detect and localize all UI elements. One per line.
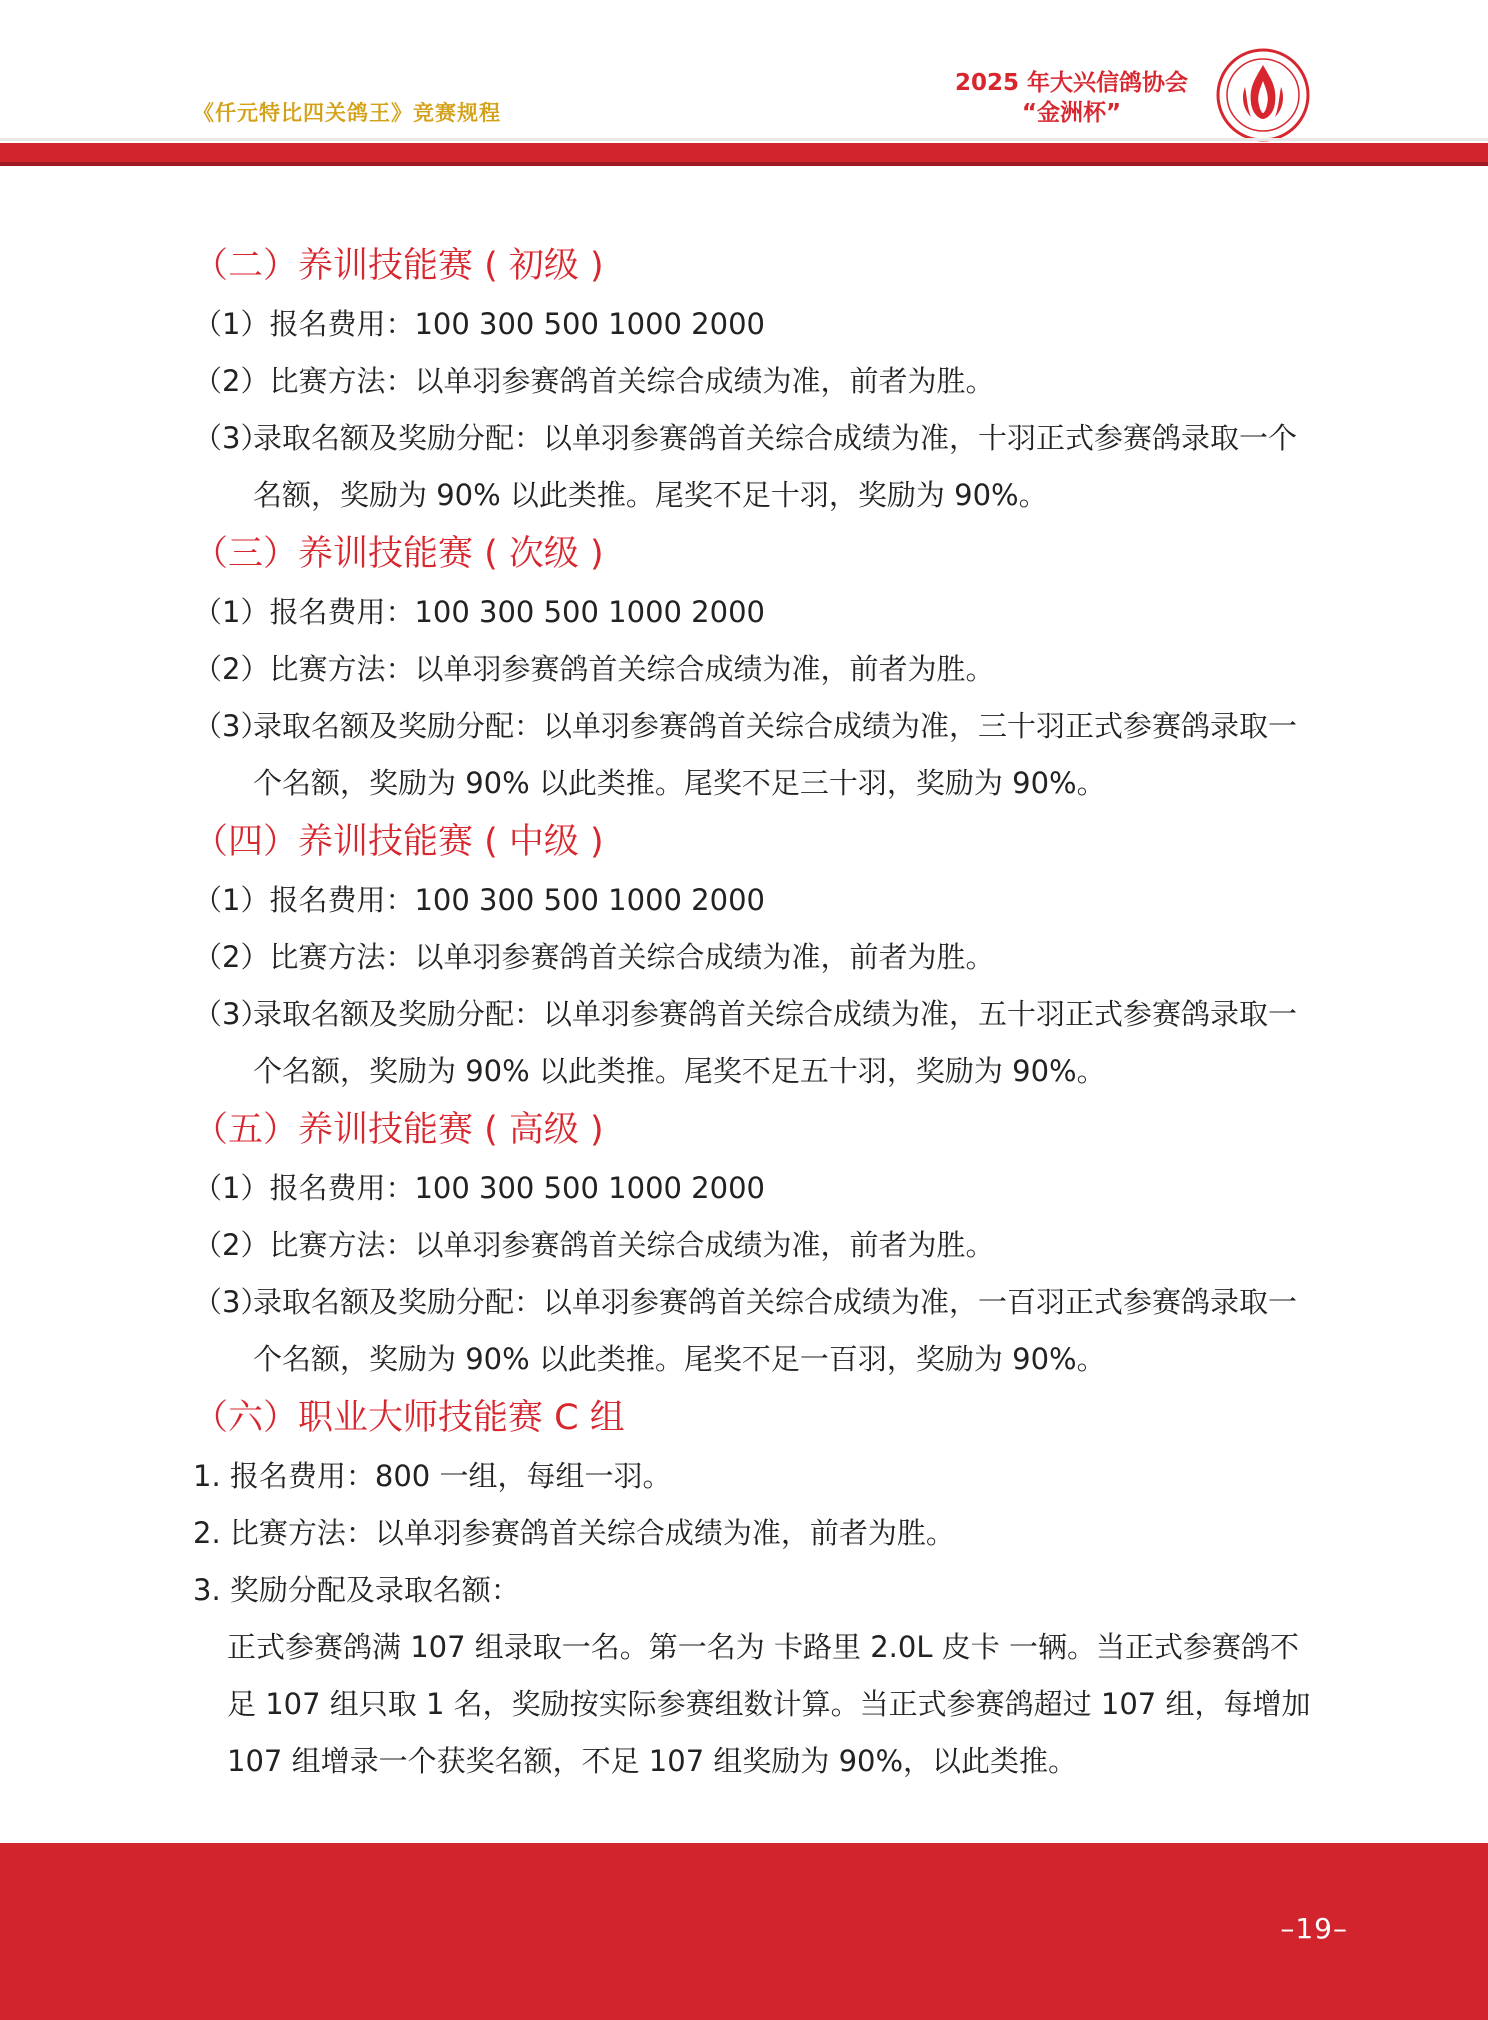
section-title: （五）养训技能赛 ( 高级 ) xyxy=(193,1110,604,1150)
item-text: 录取名额及奖励分配：以单羽参赛鸽首关综合成绩为准，三十羽正式参赛鸽录取一个名额，奖励为 90% 以此类推。尾奖不足三十羽，奖励为 90%。 xyxy=(253,709,1298,800)
section-title: （六）职业大师技能赛 C 组 xyxy=(193,1398,625,1438)
list-item xyxy=(193,986,1313,1100)
list-item: （2）比赛方法：以单羽参赛鸽首关综合成绩为准，前者为胜。 xyxy=(193,1228,995,1262)
item-number: （3） xyxy=(193,1285,270,1319)
list-item: （1）报名费用：100 300 500 1000 2000 xyxy=(193,883,765,917)
event-title-line2: “金洲杯” xyxy=(1021,100,1122,126)
rules-content xyxy=(193,236,1313,1790)
list-item: （1）报名费用：100 300 500 1000 2000 xyxy=(193,1171,765,1205)
section-advanced xyxy=(193,1100,1313,1388)
list-item: 3. 奖励分配及录取名额： xyxy=(193,1573,520,1607)
association-flame-emblem-icon xyxy=(1215,47,1311,143)
list-item: （2）比赛方法：以单羽参赛鸽首关综合成绩为准，前者为胜。 xyxy=(193,940,995,974)
list-item: 1. 报名费用：800 一组，每组一羽。 xyxy=(193,1459,672,1493)
list-item: （1）报名费用：100 300 500 1000 2000 xyxy=(193,307,765,341)
item-number: （3） xyxy=(193,997,270,1031)
list-item: （2）比赛方法：以单羽参赛鸽首关综合成绩为准，前者为胜。 xyxy=(193,364,995,398)
section-beginner xyxy=(193,236,1313,524)
list-item xyxy=(193,410,1313,524)
section-master-c-group xyxy=(193,1388,1313,1790)
header-divider xyxy=(0,138,1488,141)
document-title: 《仟元特比四关鸽王》竞赛规程 xyxy=(193,101,501,125)
page-header xyxy=(0,0,1488,165)
item-number: （3） xyxy=(193,421,270,455)
page-number: –19– xyxy=(1280,1912,1348,1945)
section-title: （三）养训技能赛 ( 次级 ) xyxy=(193,534,604,574)
item-number: （3） xyxy=(193,709,270,743)
award-paragraph: 正式参赛鸽满 107 组录取一名。第一名为 卡路里 2.0L 皮卡 一辆。当正式参赛鸽不足 107 组只取 1 名，奖励按实际参赛组数计算。当正式参赛鸽超过 107 组，每增加 107 组增录一个获奖名额，不足 107 组奖励为 90%，以此类推。 xyxy=(227,1630,1311,1778)
event-title xyxy=(955,68,1188,128)
item-text: 录取名额及奖励分配：以单羽参赛鸽首关综合成绩为准，一百羽正式参赛鸽录取一个名额，奖励为 90% 以此类推。尾奖不足一百羽，奖励为 90%。 xyxy=(253,1285,1298,1376)
section-secondary xyxy=(193,524,1313,812)
page-footer-band xyxy=(0,1843,1488,2020)
header-red-band-shadow xyxy=(0,162,1488,166)
header-red-band xyxy=(0,143,1488,162)
list-item xyxy=(193,698,1313,812)
item-text: 录取名额及奖励分配：以单羽参赛鸽首关综合成绩为准，十羽正式参赛鸽录取一个名额，奖励为 90% 以此类推。尾奖不足十羽，奖励为 90%。 xyxy=(253,421,1298,512)
item-text: 录取名额及奖励分配：以单羽参赛鸽首关综合成绩为准，五十羽正式参赛鸽录取一个名额，奖励为 90% 以此类推。尾奖不足五十羽，奖励为 90%。 xyxy=(253,997,1298,1088)
section-title: （二）养训技能赛 ( 初级 ) xyxy=(193,246,604,286)
list-item: 2. 比赛方法：以单羽参赛鸽首关综合成绩为准，前者为胜。 xyxy=(193,1516,955,1550)
list-item xyxy=(193,1274,1313,1388)
list-item: （2）比赛方法：以单羽参赛鸽首关综合成绩为准，前者为胜。 xyxy=(193,652,995,686)
event-title-line1: 2025 年大兴信鸽协会 xyxy=(954,70,1188,96)
list-item: （1）报名费用：100 300 500 1000 2000 xyxy=(193,595,765,629)
section-intermediate xyxy=(193,812,1313,1100)
section-title: （四）养训技能赛 ( 中级 ) xyxy=(193,822,604,862)
